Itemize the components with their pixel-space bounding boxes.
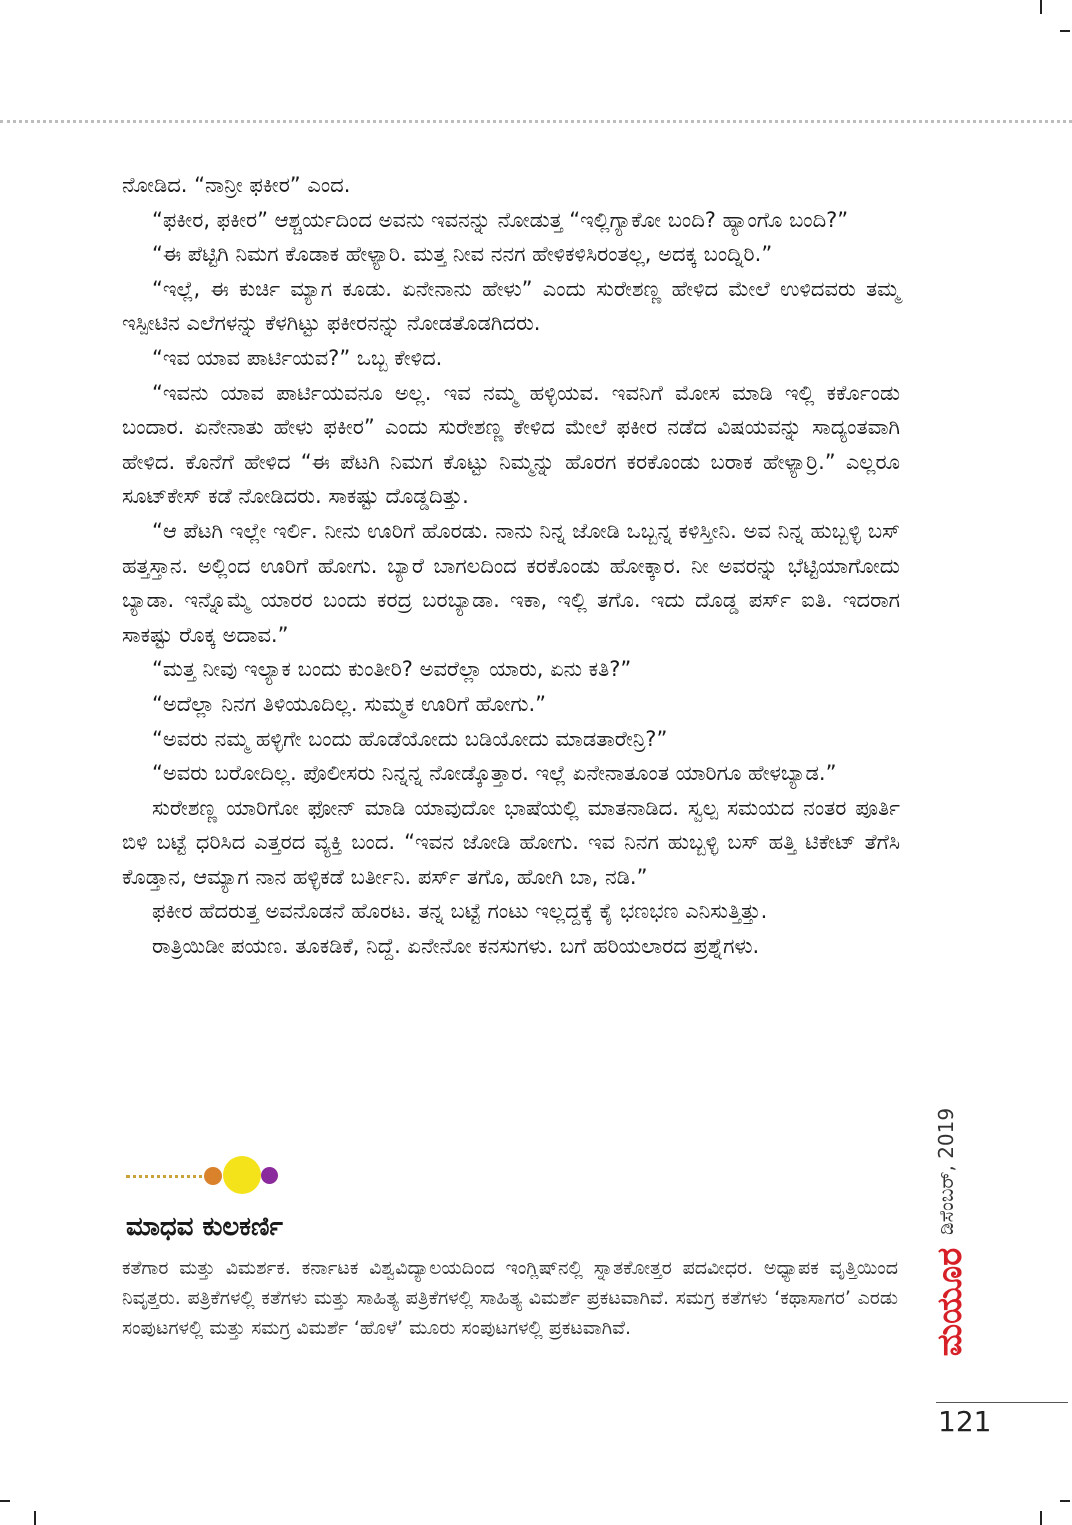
orange-dot [204, 1167, 222, 1185]
story-paragraph: “ಅವರು ನಮ್ಮ ಹಳ್ಳಿಗೇ ಬಂದು ಹೊಡೆಯೋದು ಬಡಿಯೋದು ಮಾಡತಾರೇನ್ರಿ?” [152, 726, 668, 751]
magazine-brand: ಮಯೂರ [930, 1247, 970, 1357]
crop-mark-right [1060, 1500, 1070, 1502]
crop-mark-bottom-right [1040, 1511, 1042, 1525]
story-text [122, 168, 900, 964]
page-number: 121 [938, 1405, 992, 1438]
story-paragraph: “ಇವನು ಯಾವ ಪಾರ್ಟಿಯವನೂ ಅಲ್ಲ. ಇವ ನಮ್ಮ ಹಳ್ಳಿಯವ. ಇವನಿಗೆ ಮೋಸ ಮಾಡಿ ಇಲ್ಲಿ ಕರ್ಕೊಂಡು ಬಂದಾರ. ಏನೇನಾತು ಹೇಳು ಫಕೀರ” ಎಂದು ಸುರೇಶಣ್ಣ ಕೇಳಿದ ಮೇಲೆ ಫಕೀರ ನಡೆದ ವಿಷಯವನ್ನು ಸಾದ್ಯಂತವಾಗಿ ಹೇಳಿದ. ಕೊನೆಗೆ ಹೇಳಿದ “ಈ ಪೆಟಗಿ ನಿಮಗ ಕೊಟ್ಟು ನಿಮ್ಮನ್ನು ಹೊರಗ ಕರಕೊಂಡು ಬರಾಕ ಹೇಳ್ಯಾರ್ರಿ.” ಎಲ್ಲರೂ ಸೂಟ್‌ಕೇಸ್ ಕಡೆ ನೋಡಿದರು. ಸಾಕಷ್ಟು ದೊಡ್ಡದಿತ್ತು. [122, 380, 900, 509]
story-paragraph: ರಾತ್ರಿಯಿಡೀ ಪಯಣ. ತೂಕಡಿಕೆ, ನಿದ್ದೆ. ಏನೇನೋ ಕನಸುಗಳು. ಬಗೆ ಹರಿಯಲಾರದ ಪ್ರಶ್ನೆಗಳು. [152, 934, 760, 959]
story-paragraph: ಫಕೀರ ಹೆದರುತ್ತ ಅವನೊಡನೆ ಹೊರಟ. ತನ್ನ ಬಟ್ಟೆ ಗಂಟು ಇಲ್ಲದ್ದಕ್ಕೆ ಕೈ ಭಣಭಣ ಎನಿಸುತ್ತಿತ್ತು. [152, 899, 768, 924]
story-paragraph: “ಇವ ಯಾವ ಪಾರ್ಟಿಯವ?” ಒಬ್ಬ ಕೇಳಿದ. [152, 345, 443, 370]
story-paragraph: “ಅವರು ಬರೋದಿಲ್ಲ. ಪೊಲೀಸರು ನಿನ್ನನ್ನ ನೋಡ್ಕೊತ್ತಾರ. ಇಲ್ಲೆ ಏನೇನಾತೂಂತ ಯಾರಿಗೂ ಹೇಳಬ್ಯಾಡ.” [152, 761, 837, 786]
crop-mark-bottom-left [0, 1500, 10, 1502]
story-paragraph: “ಇಲ್ಲೆ, ಈ ಕುರ್ಚಿ ಮ್ಯಾಗ ಕೂಡು. ಏನೇನಾನು ಹೇಳು” ಎಂದು ಸುರೇಶಣ್ಣ ಹೇಳಿದ ಮೇಲೆ ಉಳಿದವರು ತಮ್ಮ ಇಸ್ಪೀಟಿನ ಎಲೆಗಳನ್ನು ಕೆಳಗಿಟ್ಟು ಫಕೀರನನ್ನು ನೋಡತೊಡಗಿದರು. [122, 276, 900, 336]
story-paragraph: “ಈ ಪೆಟ್ಟಿಗಿ ನಿಮಗ ಕೊಡಾಕ ಹೇಳ್ಯಾರಿ. ಮತ್ತ ನೀವ ನನಗ ಹೇಳಿಕಳಿಸಿರಂತಲ್ಲ, ಅದಕ್ಕ ಬಂದ್ನಿರಿ.” [152, 242, 773, 267]
story-paragraph: “ಅದೆಲ್ಲಾ ನಿನಗ ತಿಳಿಯೂದಿಲ್ಲ. ಸುಮ್ಮಕ ಊರಿಗೆ ಹೋಗು.” [152, 691, 547, 716]
crop-mark-bottom [34, 1511, 36, 1525]
decoration-dotted-line [126, 1175, 216, 1178]
story-paragraph: ಸುರೇಶಣ್ಣ ಯಾರಿಗೋ ಫೋನ್ ಮಾಡಿ ಯಾವುದೋ ಭಾಷೆಯಲ್ಲಿ ಮಾತನಾಡಿದ. ಸ್ವಲ್ಪ ಸಮಯದ ನಂತರ ಪೂರ್ತಿ ಬಿಳಿ ಬಟ್ಟೆ ಧರಿಸಿದ ಎತ್ತರದ ವ್ಯಕ್ತಿ ಬಂದ. “ಇವನ ಜೋಡಿ ಹೋಗು. ಇವ ನಿನಗ ಹುಬ್ಬಳ್ಳಿ ಬಸ್ ಹತ್ತಿ ಟಿಕೇಟ್ ತೆಗೆಸಿ ಕೊಡ್ತಾನ, ಆಮ್ಯಾಗ ನಾನ ಹಳ್ಳಿಕಡೆ ಬರ್ತೀನಿ. ಪರ್ಸ್ ತಗೊ, ಹೋಗಿ ಬಾ, ನಡಿ.” [122, 795, 900, 889]
crop-mark-top-right [1060, 30, 1070, 32]
story-paragraph: “ಮತ್ತ ನೀವು ಇಲ್ಯಾಕ ಬಂದು ಕುಂತೀರಿ? ಅವರೆಲ್ಲಾ ಯಾರು, ಏನು ಕತಿ?” [152, 657, 632, 682]
purple-dot [261, 1167, 278, 1184]
top-dotted-divider [0, 120, 1072, 123]
story-paragraph: “ಫಕೀರ, ಫಕೀರ” ಆಶ್ಚರ್ಯದಿಂದ ಅವನು ಇವನನ್ನು ನೋಡುತ್ತ “ಇಲ್ಲಿಗ್ಯಾಕೋ ಬಂದಿ? ಹ್ಯಾಂಗೊ ಬಂದಿ?” [152, 207, 849, 232]
crop-mark-top [1040, 0, 1042, 14]
author-name: ಮಾಧವ ಕುಲಕರ್ಣಿ [126, 1212, 283, 1242]
story-paragraph: “ಆ ಪೆಟಗಿ ಇಲ್ಲೇ ಇರ್ಲಿ. ನೀನು ಊರಿಗೆ ಹೊರಡು. ನಾನು ನಿನ್ನ ಜೋಡಿ ಒಬ್ಬನ್ನ ಕಳಿಸ್ತೀನಿ. ಅವ ನಿನ್ನ ಹುಬ್ಬಳ್ಳಿ ಬಸ್ ಹತ್ತಸ್ತಾನ. ಅಲ್ಲಿಂದ ಊರಿಗೆ ಹೋಗು. ಬ್ಯಾರೆ ಬಾಗಲದಿಂದ ಕರಕೊಂಡು ಹೋಕ್ಕಾರ. ನೀ ಅವರನ್ನು ಭೆಟ್ಟಿಯಾಗೋದು ಬ್ಯಾಡಾ. ಇನ್ನೊಮ್ಮೆ ಯಾರರ ಬಂದು ಕರದ್ರ ಬರಬ್ಯಾಡಾ. ಇಕಾ, ಇಲ್ಲಿ ತಗೊ. ಇದು ದೊಡ್ಡ ಪರ್ಸ್ ಐತಿ. ಇದರಾಗ ಸಾಕಷ್ಟು ರೊಕ್ಕ ಅದಾವ.” [122, 518, 900, 647]
issue-date: ಡಿಸೆಂಬರ್, 2019 [934, 1107, 958, 1235]
yellow-dot [223, 1156, 261, 1194]
story-paragraph: ನೋಡಿದ. “ನಾನ್ರೀ ಫಕೀರ” ಎಂದ. [122, 173, 351, 197]
author-bio: ಕತೆಗಾರ ಮತ್ತು ವಿಮರ್ಶಕ. ಕರ್ನಾಟಕ ವಿಶ್ವವಿದ್ಯಾಲಯದಿಂದ ಇಂಗ್ಲಿಷ್‌ನಲ್ಲಿ ಸ್ನಾತಕೋತ್ತರ ಪದವೀಧರ. ಅಧ್ಯಾಪಕ ವೃತ್ತಿಯಿಂದ ನಿವೃತ್ತರು. ಪತ್ರಿಕೆಗಳಲ್ಲಿ ಕತೆಗಳು ಮತ್ತು ಸಾಹಿತ್ಯ ಪತ್ರಿಕೆಗಳಲ್ಲಿ ಸಾಹಿತ್ಯ ವಿಮರ್ಶೆ ಪ್ರಕಟವಾಗಿವೆ. ಸಮಗ್ರ ಕತೆಗಳು ‘ಕಥಾಸಾಗರ’ ಎರಡು ಸಂಪುಟಗಳಲ್ಲಿ ಮತ್ತು ಸಮಗ್ರ ವಿಮರ್ಶೆ ‘ಹೊಳೆ’ ಮೂರು ಸಂಪುಟಗಳಲ್ಲಿ ಪ್ರಕಟವಾಗಿವೆ. [122, 1257, 898, 1339]
section-decoration [126, 1150, 286, 1200]
